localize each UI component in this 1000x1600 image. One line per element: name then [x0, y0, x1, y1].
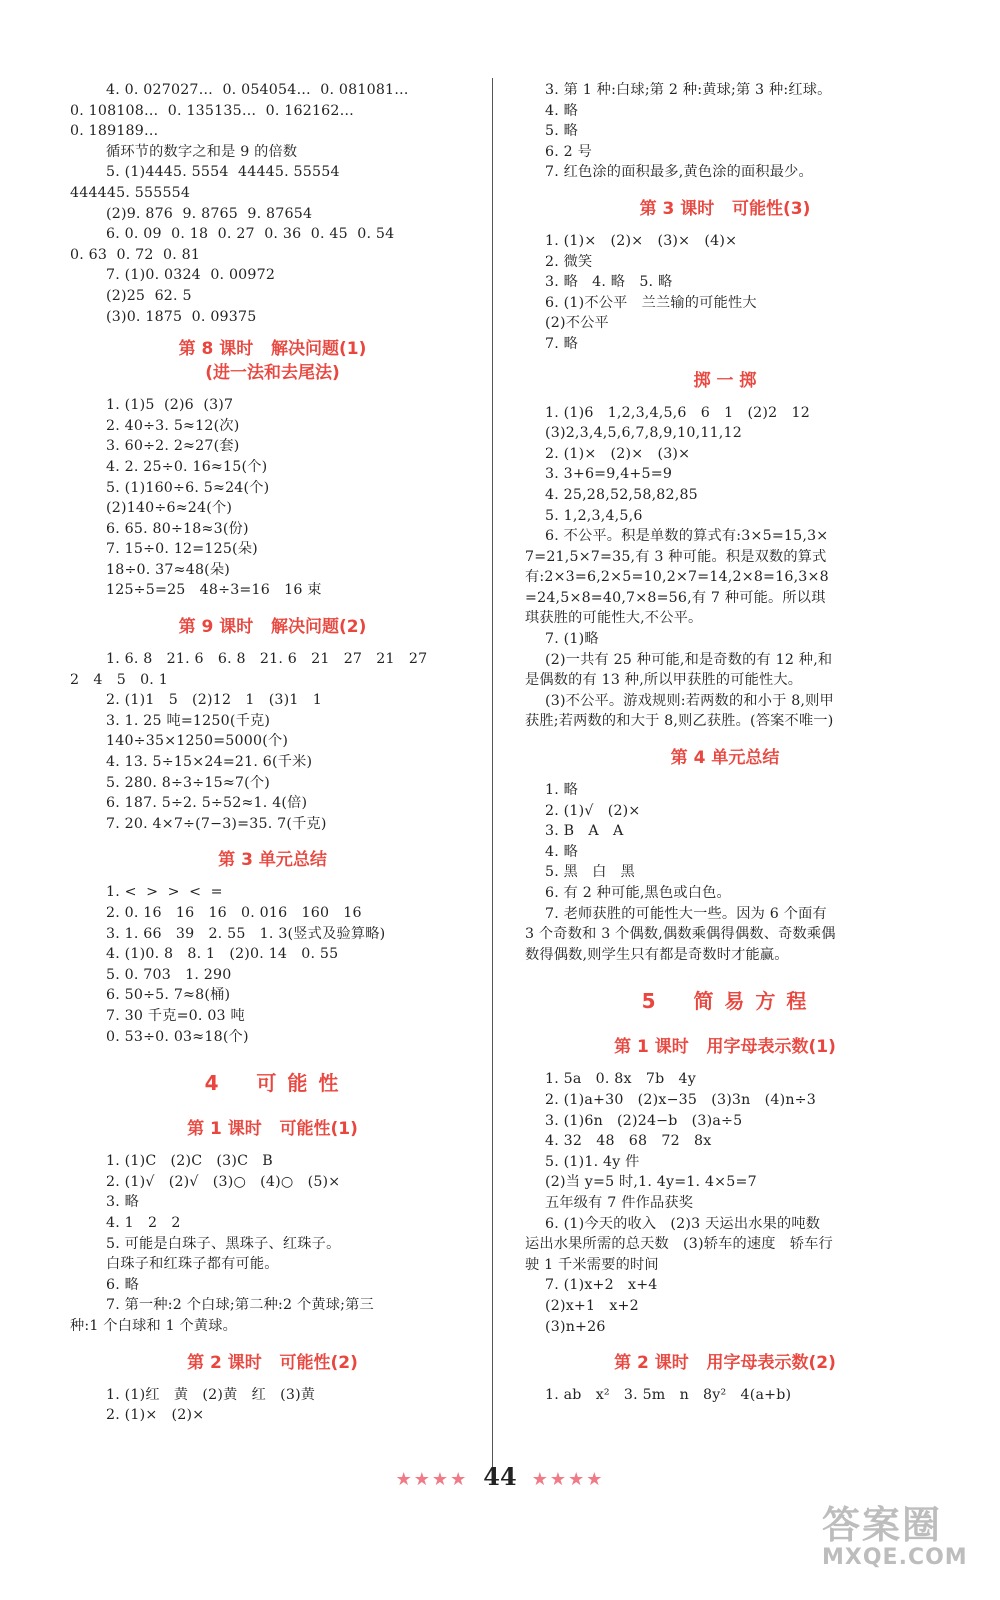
- answer-line: 5. 黑 白 黑: [545, 864, 636, 881]
- answer-line: 7. 20. 4×7÷(7−3)=35. 7(千克): [106, 815, 327, 832]
- answer-line: 3 个奇数和 3 个偶数,偶数乘偶得偶数、奇数乘偶: [525, 926, 836, 943]
- answer-line: 种:1 个白球和 1 个黄球。: [70, 1317, 238, 1334]
- answer-line: 2. (1)a+30 (2)x−35 (3)3n (4)n÷3: [545, 1091, 816, 1108]
- answer-line: 3. (1)6n (2)24−b (3)a÷5: [545, 1112, 743, 1129]
- answer-line: 4. (1)0. 8 8. 1 (2)0. 14 0. 55: [106, 946, 339, 963]
- answer-line: 白珠子和红珠子都有可能。: [106, 1256, 279, 1273]
- answer-line: 3. 1. 25 吨=1250(千克): [106, 712, 271, 729]
- answer-line: 5. 1,2,3,4,5,6: [545, 507, 643, 524]
- answer-line: 7. 第一种:2 个白球;第二种:2 个黄球;第三: [106, 1297, 374, 1314]
- answer-line: 6. 有 2 种可能,黑色或白色。: [545, 885, 731, 901]
- answer-line: 18÷0. 37≈48(朵): [106, 561, 231, 578]
- answer-line: 4. 32 48 68 72 8x: [545, 1133, 712, 1150]
- answer-line: 运出水果所需的总天数 (3)轿车的速度 轿车行: [525, 1236, 833, 1253]
- answer-line: 7. 15÷0. 12=125(朵): [106, 541, 258, 558]
- answer-line: 3. B A A: [545, 823, 624, 840]
- answer-line: 获胜;若两数的和大于 8,则乙获胜。(答案不唯一): [525, 713, 834, 730]
- answer-line: 6. 187. 5÷2. 5÷52≈1. 4(倍): [106, 795, 308, 812]
- section-heading: 第 1 课时 用字母表示数(1): [614, 1037, 836, 1058]
- answer-line: 6. 不公平。积是单数的算式有:3×5=15,3×: [545, 528, 829, 545]
- answer-line: 2 4 5 0. 1: [70, 671, 168, 688]
- section-heading: 第 4 单元总结: [670, 748, 780, 769]
- unit-heading: 4 可 能 性: [204, 1071, 341, 1096]
- answer-line: 1. 5a 0. 8x 7b 4y: [545, 1071, 696, 1088]
- section-heading: (进一法和去尾法): [205, 363, 340, 384]
- answer-line: (3)0. 1875 0. 09375: [106, 308, 257, 325]
- answer-line: 4. 略: [545, 843, 579, 860]
- answer-line: 5. 略: [545, 123, 579, 140]
- answer-line: 125÷5=25 48÷3=16 16 束: [106, 582, 322, 599]
- answer-line: 7. (1)0. 0324 0. 00972: [106, 267, 276, 284]
- answer-line: 2. (1)× (2)× (3)×: [545, 445, 691, 462]
- answer-line: 7. 老师获胜的可能性大一些。因为 6 个面有: [545, 905, 827, 922]
- answer-line: 3. 第 1 种:白球;第 2 种:黄球;第 3 种:红球。: [545, 82, 832, 98]
- answer-line: 0. 108108… 0. 135135… 0. 162162…: [70, 102, 355, 119]
- answer-line: 7. (1)x+2 x+4: [545, 1277, 658, 1294]
- answer-line: 5. (1)4445. 5554 44445. 55554: [106, 164, 340, 181]
- answer-line: 4. 0. 027027… 0. 054054… 0. 081081…: [106, 82, 409, 98]
- answer-line: 1. 6. 8 21. 6 6. 8 21. 6 21 27 21 27: [106, 651, 428, 668]
- answer-line: 7=21,5×7=35,有 3 种可能。积是双数的算式: [525, 548, 827, 565]
- answer-line: 有:2×3=6,2×5=10,2×7=14,2×8=16,3×8: [525, 569, 829, 586]
- section-heading: 第 2 课时 用字母表示数(2): [614, 1353, 836, 1374]
- answer-line: 1. (1)5 (2)6 (3)7: [106, 397, 234, 414]
- answer-line: (2)一共有 25 种可能,和是奇数的有 12 种,和: [545, 651, 833, 668]
- answer-line: 0. 63 0. 72 0. 81: [70, 246, 201, 263]
- answer-line: 1. (1)C (2)C (3)C B: [106, 1153, 273, 1170]
- answer-line: 444445. 555554: [70, 184, 191, 201]
- page-number: 44: [483, 1462, 517, 1491]
- answer-line: 6. 65. 80÷18≈3(份): [106, 520, 249, 537]
- section-heading: 第 1 课时 可能性(1): [187, 1119, 358, 1140]
- answer-line: 是偶数的有 13 种,所以甲获胜的可能性大。: [525, 672, 803, 689]
- answer-line: 5. (1)160÷6. 5≈24(个): [106, 479, 270, 496]
- answer-line: 3. 3+6=9,4+5=9: [545, 466, 673, 483]
- answer-line: 4. 略: [545, 102, 579, 119]
- answer-line: 3. 略 4. 略 5. 略: [545, 274, 673, 291]
- right-column: [525, 80, 925, 1406]
- answer-line: =24,5×8=40,7×8=56,有 7 种可能。所以琪: [525, 589, 826, 606]
- star-decoration-left: ★★★★: [395, 1469, 469, 1490]
- answer-line: 7. 略: [545, 335, 579, 352]
- answer-line: (2)140÷6≈24(个): [106, 500, 233, 517]
- left-column: [70, 80, 475, 1426]
- answer-line: 5. (1)1. 4y 件: [545, 1153, 640, 1170]
- answer-line: (2)25 62. 5: [106, 287, 192, 304]
- page-footer: [0, 1462, 1000, 1491]
- answer-line: 3. 1. 66 39 2. 55 1. 3(竖式及验算略): [106, 925, 386, 942]
- answer-line: 4. 25,28,52,58,82,85: [545, 486, 698, 503]
- section-heading: 第 3 单元总结: [218, 850, 327, 871]
- section-heading: 第 3 课时 可能性(3): [639, 198, 811, 219]
- answer-line: 5. 可能是白珠子、黑珠子、红珠子。: [106, 1235, 341, 1252]
- answer-line: 6. 50÷5. 7≈8(桶): [106, 987, 231, 1004]
- answer-line: 4. 2. 25÷0. 16≈15(个): [106, 458, 268, 475]
- answer-line: 1. (1)红 黄 (2)黄 红 (3)黄: [106, 1386, 316, 1403]
- answer-line: (3)2,3,4,5,6,7,8,9,10,11,12: [545, 425, 742, 442]
- answer-line: 琪获胜的可能性大,不公平。: [525, 610, 703, 627]
- section-heading: 第 2 课时 可能性(2): [187, 1352, 358, 1373]
- answer-line: 五年级有 7 件作品获奖: [545, 1194, 694, 1211]
- answer-line: 0. 53÷0. 03≈18(个): [106, 1028, 249, 1045]
- answer-line: (2)不公平: [545, 315, 609, 332]
- answer-line: 6. 0. 09 0. 18 0. 27 0. 36 0. 45 0. 54: [106, 226, 395, 243]
- answer-line: 5. 0. 703 1. 290: [106, 966, 232, 983]
- answer-line: 3. 60÷2. 2≈27(套): [106, 438, 240, 455]
- unit-heading: 5 简 易 方 程: [641, 989, 809, 1014]
- answer-line: 4. 13. 5÷15×24=21. 6(千米): [106, 754, 313, 771]
- watermark-logo-text: 答案圈: [822, 1503, 943, 1547]
- answer-line: 2. 40÷3. 5≈12(次): [106, 417, 240, 434]
- answer-line: 5. 280. 8÷3÷15≈7(个): [106, 774, 270, 791]
- answer-line: 驶 1 千米需要的时间: [525, 1256, 659, 1273]
- star-decoration-right: ★★★★: [531, 1469, 605, 1490]
- section-heading: 掷 一 掷: [693, 370, 757, 391]
- answer-line: (2)9. 876 9. 8765 9. 87654: [106, 205, 313, 222]
- answer-line: 140÷35×1250=5000(个): [106, 733, 289, 750]
- section-heading: 第 8 课时 解决问题(1): [178, 339, 367, 360]
- answer-line: 7. (1)略: [545, 631, 599, 648]
- answer-line: (2)当 y=5 时,1. 4y=1. 4×5=7: [545, 1174, 757, 1191]
- answer-line: 1. (1)6 1,2,3,4,5,6 6 1 (2)2 12: [545, 404, 810, 421]
- answer-line: (3)不公平。游戏规则:若两数的和小于 8,则甲: [545, 692, 834, 709]
- answer-line: 1. < > > < =: [106, 884, 223, 901]
- answer-line: 4. 1 2 2: [106, 1214, 181, 1231]
- answer-line: 3. 略: [106, 1194, 140, 1211]
- answer-line: (2)x+1 x+2: [545, 1297, 639, 1314]
- answer-line: 7. 红色涂的面积最多,黄色涂的面积最少。: [545, 164, 813, 181]
- answer-line: 6. 2 号: [545, 143, 592, 160]
- answer-line: 2. (1)1 5 (2)12 1 (3)1 1: [106, 692, 322, 709]
- answer-line: 6. 略: [106, 1276, 140, 1293]
- answer-line: 2. (1)√ (2)√ (3)○ (4)○ (5)×: [106, 1173, 341, 1190]
- answer-line: 6. (1)不公平 兰兰输的可能性大: [545, 294, 757, 311]
- answer-line: 2. 微笑: [545, 253, 593, 270]
- answer-line: 2. (1)× (2)×: [106, 1407, 205, 1424]
- answer-line: (3)n+26: [545, 1318, 606, 1335]
- answer-line: 6. (1)今天的收入 (2)3 天运出水果的吨数: [545, 1215, 821, 1232]
- answer-line: 2. (1)√ (2)×: [545, 802, 641, 819]
- answer-line: 数得偶数,则学生只有都是奇数时才能赢。: [525, 946, 789, 963]
- watermark: [822, 1494, 982, 1584]
- answer-line: 2. 0. 16 16 16 0. 016 160 16: [106, 905, 362, 921]
- column-divider: [492, 78, 493, 1480]
- section-heading: 第 9 课时 解决问题(2): [178, 617, 367, 638]
- watermark-url: MXQE.COM: [822, 1545, 968, 1570]
- answer-line: 7. 30 千克=0. 03 吨: [106, 1007, 245, 1024]
- answer-line: 循环节的数字之和是 9 的倍数: [106, 143, 298, 160]
- answer-line: 1. 略: [545, 782, 579, 799]
- answer-line: 0. 189189…: [70, 123, 159, 140]
- answer-line: 1. ab x² 3. 5m n 8y² 4(a+b): [545, 1387, 792, 1404]
- answer-line: 1. (1)× (2)× (3)× (4)×: [545, 232, 738, 249]
